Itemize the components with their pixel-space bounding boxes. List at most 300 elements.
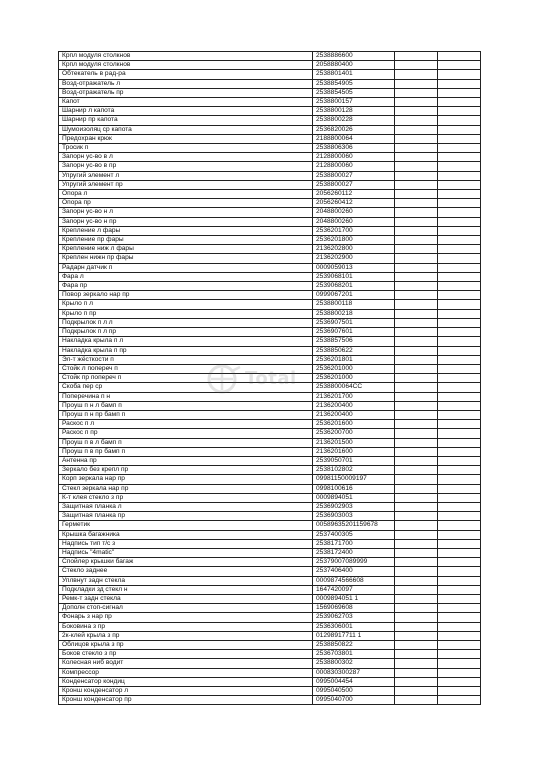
table-row	[59, 521, 481, 530]
part-name-cell: Надпись тип т/с з	[59, 539, 313, 548]
part-number-cell: 2048800260	[313, 208, 395, 217]
empty-cell	[395, 677, 438, 686]
table-row	[59, 245, 481, 254]
part-name-cell: Радарн датчик п	[59, 263, 313, 272]
empty-cell	[438, 171, 481, 180]
part-name-cell: Герметик	[59, 521, 313, 530]
part-number-cell: 2536903003	[313, 512, 395, 521]
part-name-cell: Фонарь з нар пр	[59, 613, 313, 622]
part-number-cell: 25379007089999	[313, 558, 395, 567]
part-number-cell: 2538800302	[313, 659, 395, 668]
empty-cell	[395, 263, 438, 272]
part-name-cell: К-т клея стекло з пр	[59, 493, 313, 502]
empty-cell	[395, 484, 438, 493]
part-number-cell: 2536201000	[313, 374, 395, 383]
empty-cell	[395, 604, 438, 613]
part-number-cell: 2536306001	[313, 622, 395, 631]
table-row	[59, 668, 481, 677]
empty-cell	[438, 328, 481, 337]
part-number-cell: 2538800064CC	[313, 383, 395, 392]
part-name-cell: Стекло заднее	[59, 567, 313, 576]
empty-cell	[395, 650, 438, 659]
part-name-cell: Защитная планка пр	[59, 512, 313, 521]
empty-cell	[395, 318, 438, 327]
part-name-cell: Обтекатель в рад-ра	[59, 70, 313, 79]
part-name-cell: Раскос п л	[59, 420, 313, 429]
empty-cell	[395, 466, 438, 475]
empty-cell	[395, 447, 438, 456]
empty-cell	[395, 420, 438, 429]
empty-cell	[395, 162, 438, 171]
part-name-cell: Шарнир пр капота	[59, 116, 313, 125]
empty-cell	[395, 328, 438, 337]
empty-cell	[438, 392, 481, 401]
part-number-cell: 2136202800	[313, 245, 395, 254]
empty-cell	[395, 502, 438, 511]
empty-cell	[438, 236, 481, 245]
empty-cell	[438, 254, 481, 263]
empty-cell	[395, 530, 438, 539]
table-row	[59, 254, 481, 263]
part-number-cell: 2536200700	[313, 429, 395, 438]
part-name-cell: Боковина з пр	[59, 622, 313, 631]
empty-cell	[438, 484, 481, 493]
table-row	[59, 79, 481, 88]
empty-cell	[395, 456, 438, 465]
empty-cell	[438, 410, 481, 419]
empty-cell	[438, 153, 481, 162]
empty-cell	[395, 659, 438, 668]
part-name-cell: Капот	[59, 98, 313, 107]
part-number-cell: 2538800228	[313, 116, 395, 125]
empty-cell	[395, 622, 438, 631]
table-row	[59, 594, 481, 603]
part-number-cell: 2538850622	[313, 346, 395, 355]
empty-cell	[395, 401, 438, 410]
part-number-cell: 2538801401	[313, 70, 395, 79]
part-number-cell: 0999067201	[313, 291, 395, 300]
part-number-cell: 2538800118	[313, 300, 395, 309]
empty-cell	[395, 153, 438, 162]
table-row	[59, 134, 481, 143]
part-name-cell: Раскос п пр	[59, 429, 313, 438]
empty-cell	[438, 282, 481, 291]
table-row	[59, 374, 481, 383]
empty-cell	[438, 668, 481, 677]
empty-cell	[438, 300, 481, 309]
part-name-cell: Фара пр	[59, 282, 313, 291]
part-number-cell: 2538806306	[313, 144, 395, 153]
empty-cell	[438, 134, 481, 143]
part-number-cell: 2128800060	[313, 162, 395, 171]
empty-cell	[438, 346, 481, 355]
empty-cell	[395, 548, 438, 557]
part-name-cell: Компрессор	[59, 668, 313, 677]
table-row	[59, 328, 481, 337]
parts-table	[58, 51, 481, 705]
empty-cell	[438, 61, 481, 70]
empty-cell	[438, 659, 481, 668]
table-row	[59, 208, 481, 217]
empty-cell	[395, 383, 438, 392]
part-name-cell: Крепление ниж л фары	[59, 245, 313, 254]
part-number-cell: 2538800027	[313, 180, 395, 189]
part-name-cell: Стойк пр попереч п	[59, 374, 313, 383]
part-number-cell: 2536201800	[313, 236, 395, 245]
empty-cell	[395, 475, 438, 484]
empty-cell	[395, 668, 438, 677]
empty-cell	[395, 98, 438, 107]
empty-cell	[438, 337, 481, 346]
part-name-cell: Накладка крыла п л	[59, 337, 313, 346]
table-row	[59, 484, 481, 493]
empty-cell	[438, 631, 481, 640]
part-number-cell: 2538102802	[313, 466, 395, 475]
empty-cell	[438, 687, 481, 696]
empty-cell	[395, 594, 438, 603]
part-name-cell: Корп зеркала нар пр	[59, 475, 313, 484]
table-row	[59, 696, 481, 705]
empty-cell	[395, 291, 438, 300]
part-number-cell: 2136201700	[313, 392, 395, 401]
part-number-cell: 2539062703	[313, 613, 395, 622]
empty-cell	[395, 254, 438, 263]
part-number-cell: 2136200400	[313, 410, 395, 419]
empty-cell	[395, 687, 438, 696]
part-number-cell: 2539068201	[313, 282, 395, 291]
table-row	[59, 401, 481, 410]
part-name-cell: Шумоизоляц ср капота	[59, 125, 313, 134]
part-name-cell: 2к-клей крыла з пр	[59, 631, 313, 640]
table-row	[59, 217, 481, 226]
part-number-cell: 2136202900	[313, 254, 395, 263]
part-name-cell: Подкрылок п л пр	[59, 328, 313, 337]
table-row	[59, 61, 481, 70]
empty-cell	[395, 410, 438, 419]
empty-cell	[438, 558, 481, 567]
part-number-cell: 2539068101	[313, 272, 395, 281]
part-number-cell: 00589635201159678	[313, 521, 395, 530]
part-name-cell: Накладка крыла п пр	[59, 346, 313, 355]
table-row	[59, 687, 481, 696]
empty-cell	[438, 576, 481, 585]
empty-cell	[438, 650, 481, 659]
part-name-cell: Надпись "4matic"	[59, 548, 313, 557]
empty-cell	[438, 641, 481, 650]
part-number-cell: 2536201801	[313, 355, 395, 364]
part-number-cell: 2537400305	[313, 530, 395, 539]
empty-cell	[438, 116, 481, 125]
table-row	[59, 641, 481, 650]
empty-cell	[438, 493, 481, 502]
part-name-cell: Крыло п пр	[59, 309, 313, 318]
table-row	[59, 438, 481, 447]
part-name-cell: Предохран крюк	[59, 134, 313, 143]
table-row	[59, 52, 481, 61]
empty-cell	[395, 374, 438, 383]
part-name-cell: Крепление пр фары	[59, 236, 313, 245]
part-name-cell: Защитная планка л	[59, 502, 313, 511]
part-name-cell: Запорн ус-во в пр	[59, 162, 313, 171]
part-name-cell: Облицов крыла з пр	[59, 641, 313, 650]
part-name-cell: Боков стекло з пр	[59, 650, 313, 659]
empty-cell	[395, 631, 438, 640]
empty-cell	[438, 594, 481, 603]
empty-cell	[395, 337, 438, 346]
part-number-cell: 2538800218	[313, 309, 395, 318]
table-row	[59, 263, 481, 272]
empty-cell	[395, 641, 438, 650]
part-name-cell: Подкрылок п л л	[59, 318, 313, 327]
table-row	[59, 502, 481, 511]
part-name-cell: Дополн стоп-сигнал	[59, 604, 313, 613]
empty-cell	[438, 567, 481, 576]
table-row	[59, 88, 481, 97]
table-row	[59, 567, 481, 576]
part-name-cell: Фара л	[59, 272, 313, 281]
part-name-cell: Крышка багажника	[59, 530, 313, 539]
empty-cell	[438, 162, 481, 171]
table-row	[59, 364, 481, 373]
empty-cell	[438, 696, 481, 705]
part-name-cell: Ремк-т задн стекла	[59, 594, 313, 603]
empty-cell	[395, 88, 438, 97]
table-row	[59, 576, 481, 585]
part-number-cell: 0009894051 1	[313, 594, 395, 603]
empty-cell	[438, 318, 481, 327]
part-name-cell: Запорн ус-во н л	[59, 208, 313, 217]
empty-cell	[395, 180, 438, 189]
part-name-cell: Крепление л фары	[59, 226, 313, 235]
part-name-cell: Спойлер крышки багаж	[59, 558, 313, 567]
empty-cell	[395, 236, 438, 245]
part-number-cell: 2128800060	[313, 153, 395, 162]
table-row	[59, 539, 481, 548]
empty-cell	[438, 420, 481, 429]
empty-cell	[395, 392, 438, 401]
empty-cell	[395, 558, 438, 567]
table-row	[59, 337, 481, 346]
table-row	[59, 410, 481, 419]
empty-cell	[438, 466, 481, 475]
empty-cell	[438, 180, 481, 189]
empty-cell	[395, 585, 438, 594]
part-number-cell: 2536902903	[313, 502, 395, 511]
empty-cell	[395, 282, 438, 291]
table-row	[59, 548, 481, 557]
table-row	[59, 383, 481, 392]
empty-cell	[395, 116, 438, 125]
table-row	[59, 291, 481, 300]
part-number-cell: 2536820026	[313, 125, 395, 134]
empty-cell	[438, 613, 481, 622]
part-number-cell: 2538171700	[313, 539, 395, 548]
part-name-cell: Тросик п	[59, 144, 313, 153]
part-number-cell: 2536201600	[313, 420, 395, 429]
table-row	[59, 355, 481, 364]
empty-cell	[438, 502, 481, 511]
empty-cell	[438, 226, 481, 235]
part-number-cell: 2536201700	[313, 226, 395, 235]
part-name-cell: Зеркало без крепл пр	[59, 466, 313, 475]
empty-cell	[395, 696, 438, 705]
empty-cell	[395, 576, 438, 585]
empty-cell	[395, 52, 438, 61]
part-name-cell: Кронш конденсатор л	[59, 687, 313, 696]
empty-cell	[395, 309, 438, 318]
part-number-cell: 0009874566608	[313, 576, 395, 585]
part-number-cell: 2538172400	[313, 548, 395, 557]
table-row	[59, 199, 481, 208]
table-row	[59, 300, 481, 309]
empty-cell	[438, 530, 481, 539]
part-number-cell: 000830300287	[313, 668, 395, 677]
part-name-cell: Упругий элемент пр	[59, 180, 313, 189]
empty-cell	[438, 521, 481, 530]
part-name-cell: Упругий элемент л	[59, 171, 313, 180]
empty-cell	[438, 199, 481, 208]
table-row	[59, 429, 481, 438]
empty-cell	[395, 567, 438, 576]
part-name-cell: Возд-отражатель л	[59, 79, 313, 88]
table-row	[59, 659, 481, 668]
table-row	[59, 162, 481, 171]
part-number-cell: 0009894051	[313, 493, 395, 502]
empty-cell	[438, 374, 481, 383]
part-number-cell: 2538857506	[313, 337, 395, 346]
part-number-cell: 2136201500	[313, 438, 395, 447]
part-number-cell: 0995040700	[313, 696, 395, 705]
part-number-cell: 2136201600	[313, 447, 395, 456]
empty-cell	[438, 364, 481, 373]
part-number-cell: 0998100616	[313, 484, 395, 493]
table-row	[59, 144, 481, 153]
empty-cell	[395, 171, 438, 180]
empty-cell	[438, 475, 481, 484]
empty-cell	[395, 107, 438, 116]
part-number-cell: 2538854905	[313, 79, 395, 88]
part-name-cell: Крыло п л	[59, 300, 313, 309]
empty-cell	[438, 291, 481, 300]
part-name-cell: Стойк л попереч п	[59, 364, 313, 373]
empty-cell	[395, 217, 438, 226]
empty-cell	[395, 190, 438, 199]
part-name-cell: Колесная ниб водит	[59, 659, 313, 668]
empty-cell	[438, 604, 481, 613]
part-number-cell: 2539050701	[313, 456, 395, 465]
table-row	[59, 650, 481, 659]
empty-cell	[438, 456, 481, 465]
empty-cell	[438, 245, 481, 254]
empty-cell	[438, 429, 481, 438]
part-name-cell: Проуш п н л бамп п	[59, 401, 313, 410]
part-name-cell: Проуш п в пр бамп п	[59, 447, 313, 456]
table-row	[59, 190, 481, 199]
empty-cell	[438, 548, 481, 557]
part-name-cell: Запорн ус-во н пр	[59, 217, 313, 226]
empty-cell	[395, 144, 438, 153]
empty-cell	[395, 272, 438, 281]
part-name-cell: Уплвнут задн стекла	[59, 576, 313, 585]
part-number-cell: 2188800064	[313, 134, 395, 143]
table-row	[59, 171, 481, 180]
part-number-cell: 2538850822	[313, 641, 395, 650]
table-row	[59, 70, 481, 79]
table-row	[59, 475, 481, 484]
table-row	[59, 392, 481, 401]
part-number-cell: 01298917711 1	[313, 631, 395, 640]
part-name-cell: Опора л	[59, 190, 313, 199]
empty-cell	[395, 61, 438, 70]
table-row	[59, 98, 481, 107]
empty-cell	[438, 52, 481, 61]
table-row	[59, 282, 481, 291]
table-row	[59, 272, 481, 281]
part-number-cell: 1569069608	[313, 604, 395, 613]
part-name-cell: Креплен нижн пр фары	[59, 254, 313, 263]
part-number-cell: 2058880400	[313, 61, 395, 70]
empty-cell	[438, 263, 481, 272]
table-row	[59, 125, 481, 134]
part-number-cell: 2056260112	[313, 190, 395, 199]
empty-cell	[395, 364, 438, 373]
table-row	[59, 116, 481, 125]
empty-cell	[438, 125, 481, 134]
part-name-cell: Шарнир л капота	[59, 107, 313, 116]
table-row	[59, 613, 481, 622]
table-row	[59, 456, 481, 465]
table-row	[59, 226, 481, 235]
empty-cell	[395, 438, 438, 447]
part-number-cell: 2538886600	[313, 52, 395, 61]
table-row	[59, 530, 481, 539]
part-name-cell: Проуш п н пр бамп п	[59, 410, 313, 419]
table-row	[59, 180, 481, 189]
empty-cell	[438, 355, 481, 364]
empty-cell	[395, 613, 438, 622]
part-name-cell: Крпл модуля столкнов	[59, 52, 313, 61]
empty-cell	[438, 88, 481, 97]
empty-cell	[438, 512, 481, 521]
part-number-cell: 2538800027	[313, 171, 395, 180]
part-name-cell: Возд-отражатель пр	[59, 88, 313, 97]
empty-cell	[395, 199, 438, 208]
table-row	[59, 622, 481, 631]
table-row	[59, 677, 481, 686]
part-number-cell: 2136200400	[313, 401, 395, 410]
part-name-cell: Повор зеркало нар пр	[59, 291, 313, 300]
empty-cell	[395, 125, 438, 134]
empty-cell	[438, 107, 481, 116]
watermark-text: Total	[245, 368, 297, 389]
part-number-cell: 2538854505	[313, 88, 395, 97]
table-row	[59, 466, 481, 475]
table-row	[59, 512, 481, 521]
empty-cell	[438, 98, 481, 107]
table-row	[59, 346, 481, 355]
empty-cell	[438, 622, 481, 631]
parts-table-body	[59, 52, 481, 705]
empty-cell	[438, 217, 481, 226]
table-row	[59, 558, 481, 567]
part-number-cell: 2056260412	[313, 199, 395, 208]
empty-cell	[438, 190, 481, 199]
part-number-cell: 0995040500	[313, 687, 395, 696]
empty-cell	[395, 226, 438, 235]
part-name-cell: Скоба пер ср	[59, 383, 313, 392]
part-name-cell: Эл-т жёсткости п	[59, 355, 313, 364]
empty-cell	[395, 521, 438, 530]
